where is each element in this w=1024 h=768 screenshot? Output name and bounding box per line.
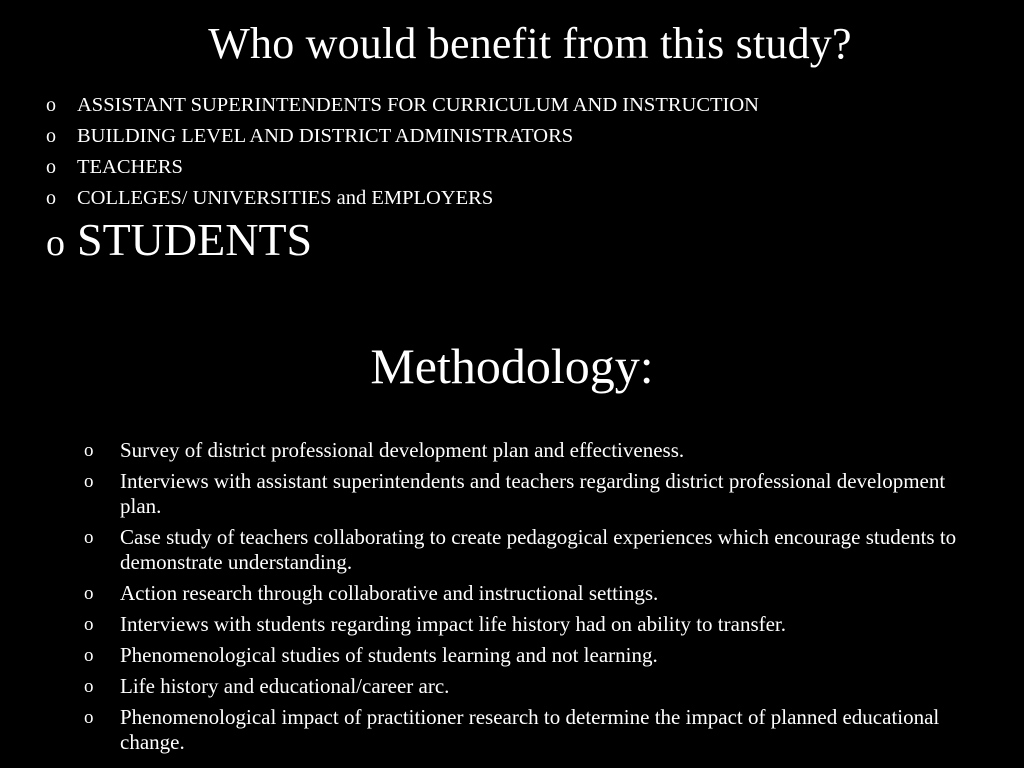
list-item-text: Life history and educational/career arc.	[120, 674, 450, 698]
bullet-icon: o	[84, 614, 94, 635]
methodology-heading: Methodology:	[370, 338, 654, 394]
list-item-text: Interviews with assistant superintendents and teachers regarding district professional development plan.	[120, 469, 946, 518]
bullet-icon: o	[46, 94, 56, 116]
list-item	[46, 121, 759, 152]
list-item-text: TEACHERS	[77, 156, 183, 178]
bullet-icon: o	[84, 707, 94, 728]
list-item-text: COLLEGES/ UNIVERSITIES and EMPLOYERS	[77, 187, 494, 209]
bullet-icon: o	[84, 527, 94, 548]
list-item	[84, 643, 964, 668]
list-item-text: Phenomenological studies of students learning and not learning.	[120, 643, 658, 667]
list-item	[84, 438, 964, 463]
list-item-text: ASSISTANT SUPERINTENDENTS FOR CURRICULUM AND INSTRUCTION	[77, 94, 759, 116]
list-item-text: Case study of teachers collaborating to create pedagogical experiences which encourage students to demonstrate understanding.	[120, 525, 957, 574]
list-item-text: BUILDING LEVEL AND DISTRICT ADMINISTRATORS	[77, 125, 574, 147]
bullet-icon: o	[46, 187, 56, 209]
bullet-icon: o	[46, 156, 56, 178]
list-item-emphasized	[46, 212, 759, 268]
list-item-text: Action research through collaborative and instructional settings.	[120, 581, 659, 605]
list-item-text: Phenomenological impact of practitioner research to determine the impact of planned educational change.	[120, 705, 940, 754]
list-item	[84, 469, 964, 519]
list-item-text: STUDENTS	[77, 214, 313, 265]
list-item-text: Survey of district professional development plan and effectiveness.	[120, 438, 685, 462]
bullet-icon: o	[46, 125, 56, 147]
list-item	[46, 183, 759, 214]
bullet-icon: o	[84, 440, 94, 461]
list-item	[84, 674, 964, 699]
bullet-icon: o	[46, 222, 65, 264]
methodology-list	[84, 438, 964, 761]
beneficiaries-list	[46, 90, 759, 268]
list-item	[46, 90, 759, 121]
bullet-icon: o	[84, 645, 94, 666]
list-item	[84, 705, 964, 755]
list-item	[46, 152, 759, 183]
list-item	[84, 581, 964, 606]
bullet-icon: o	[84, 583, 94, 604]
bullet-icon: o	[84, 471, 94, 492]
bullet-icon: o	[84, 676, 94, 697]
slide-title: Who would benefit from this study?	[208, 19, 852, 68]
list-item	[84, 525, 964, 575]
list-item-text: Interviews with students regarding impact life history had on ability to transfer.	[120, 612, 787, 636]
list-item	[84, 612, 964, 637]
